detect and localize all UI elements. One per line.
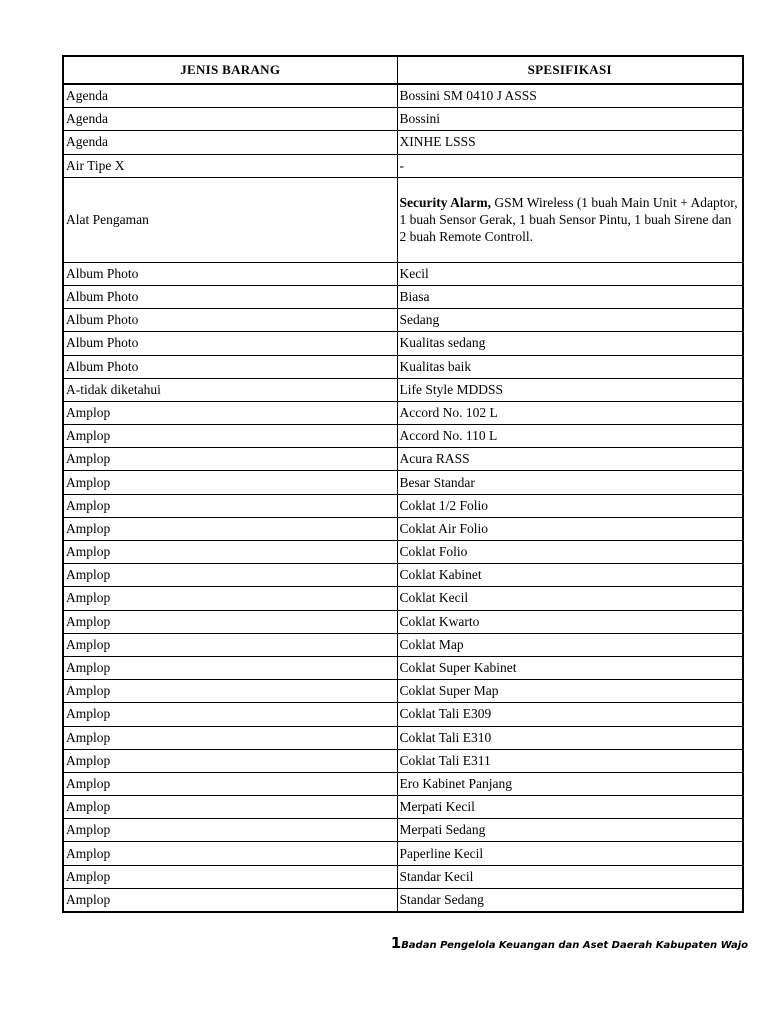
cell-jenis-barang: Amplop [63, 541, 397, 564]
cell-spesifikasi: Ero Kabinet Panjang [397, 772, 743, 795]
cell-spesifikasi: Coklat Tali E310 [397, 726, 743, 749]
cell-jenis-barang: Amplop [63, 680, 397, 703]
cell-jenis-barang: Amplop [63, 656, 397, 679]
table-row [63, 680, 743, 703]
table-row [63, 355, 743, 378]
table-row [63, 772, 743, 795]
cell-spesifikasi: Coklat Kecil [397, 587, 743, 610]
cell-jenis-barang: Album Photo [63, 332, 397, 355]
cell-jenis-barang: Agenda [63, 131, 397, 154]
table-row [63, 541, 743, 564]
cell-spesifikasi: Sedang [397, 309, 743, 332]
cell-spesifikasi: Coklat Folio [397, 541, 743, 564]
cell-jenis-barang: A-tidak diketahui [63, 378, 397, 401]
cell-jenis-barang: Amplop [63, 796, 397, 819]
cell-spesifikasi: Biasa [397, 285, 743, 308]
cell-jenis-barang: Album Photo [63, 285, 397, 308]
cell-spesifikasi: Coklat Super Kabinet [397, 656, 743, 679]
spec-bold-label: Security Alarm, [399, 195, 491, 211]
table-row [63, 131, 743, 154]
table-row [63, 154, 743, 177]
table-row [63, 378, 743, 401]
table-row [63, 401, 743, 424]
cell-spesifikasi: Bossini SM 0410 J ASSS [397, 84, 743, 108]
cell-spesifikasi: - [397, 154, 743, 177]
cell-spesifikasi: Standar Sedang [397, 888, 743, 912]
cell-spesifikasi: Kualitas baik [397, 355, 743, 378]
cell-jenis-barang: Amplop [63, 842, 397, 865]
table-row [63, 262, 743, 285]
cell-jenis-barang: Amplop [63, 564, 397, 587]
footer-agency-name: Badan Pengelola Keuangan dan Aset Daerah Kabupaten Wajo [401, 940, 748, 951]
table-row [63, 888, 743, 912]
table-row [63, 471, 743, 494]
cell-jenis-barang: Amplop [63, 401, 397, 424]
table-header-row [63, 56, 743, 84]
cell-jenis-barang: Album Photo [63, 309, 397, 332]
cell-jenis-barang: Amplop [63, 448, 397, 471]
cell-jenis-barang: Amplop [63, 587, 397, 610]
table-row [63, 448, 743, 471]
table-row [63, 842, 743, 865]
cell-spesifikasi: Merpati Sedang [397, 819, 743, 842]
cell-jenis-barang: Amplop [63, 703, 397, 726]
cell-jenis-barang: Album Photo [63, 262, 397, 285]
header-jenis-barang: JENIS BARANG [63, 56, 397, 84]
cell-jenis-barang: Amplop [63, 749, 397, 772]
cell-spesifikasi: Coklat Kwarto [397, 610, 743, 633]
table-row [63, 703, 743, 726]
cell-spesifikasi: Kualitas sedang [397, 332, 743, 355]
cell-spesifikasi: Coklat Map [397, 633, 743, 656]
cell-jenis-barang: Amplop [63, 726, 397, 749]
cell-spesifikasi: Accord No. 110 L [397, 425, 743, 448]
page-number: 1 [390, 934, 402, 952]
cell-spesifikasi: Merpati Kecil [397, 796, 743, 819]
cell-spesifikasi: Coklat Kabinet [397, 564, 743, 587]
cell-spesifikasi: Kecil [397, 262, 743, 285]
table-row [63, 610, 743, 633]
table-row [63, 819, 743, 842]
table-row [63, 587, 743, 610]
cell-spesifikasi: Life Style MDDSS [397, 378, 743, 401]
cell-spesifikasi: Besar Standar [397, 471, 743, 494]
table-row [63, 796, 743, 819]
cell-spesifikasi: Paperline Kecil [397, 842, 743, 865]
cell-jenis-barang: Amplop [63, 471, 397, 494]
cell-jenis-barang: Amplop [63, 865, 397, 888]
cell-jenis-barang: Amplop [63, 494, 397, 517]
cell-spesifikasi: Coklat Air Folio [397, 517, 743, 540]
cell-spesifikasi: Coklat 1/2 Folio [397, 494, 743, 517]
cell-spesifikasi: Standar Kecil [397, 865, 743, 888]
cell-jenis-barang: Album Photo [63, 355, 397, 378]
page-footer [391, 934, 748, 952]
cell-jenis-barang: Amplop [63, 888, 397, 912]
table-row [63, 177, 743, 262]
table-row [63, 564, 743, 587]
table-row [63, 309, 743, 332]
cell-jenis-barang: Amplop [63, 517, 397, 540]
cell-spesifikasi: Bossini [397, 108, 743, 131]
cell-jenis-barang: Amplop [63, 633, 397, 656]
cell-jenis-barang: Agenda [63, 84, 397, 108]
cell-jenis-barang: Amplop [63, 819, 397, 842]
cell-spesifikasi: Coklat Super Map [397, 680, 743, 703]
cell-spesifikasi [397, 177, 743, 262]
cell-jenis-barang: Amplop [63, 610, 397, 633]
cell-spesifikasi: Coklat Tali E311 [397, 749, 743, 772]
cell-spesifikasi: Acura RASS [397, 448, 743, 471]
cell-spesifikasi: XINHE LSSS [397, 131, 743, 154]
table-row [63, 84, 743, 108]
table-row [63, 285, 743, 308]
table-row [63, 726, 743, 749]
table-row [63, 656, 743, 679]
cell-spesifikasi: Accord No. 102 L [397, 401, 743, 424]
table-row [63, 332, 743, 355]
cell-jenis-barang: Alat Pengaman [63, 177, 397, 262]
table-row [63, 749, 743, 772]
cell-spesifikasi: Coklat Tali E309 [397, 703, 743, 726]
table-row [63, 425, 743, 448]
cell-jenis-barang: Air Tipe X [63, 154, 397, 177]
cell-jenis-barang: Amplop [63, 425, 397, 448]
table-row [63, 633, 743, 656]
cell-jenis-barang: Agenda [63, 108, 397, 131]
table-row [63, 517, 743, 540]
item-specification-table [62, 55, 744, 913]
table-row [63, 865, 743, 888]
spec-text: GSM Wireless (1 buah Main Unit + Adaptor, 1 buah Sensor Gerak, 1 buah Sensor Pintu, 1 buah Sirene dan 2 buah Remote Controll. [399, 195, 738, 245]
table-row [63, 494, 743, 517]
table-row [63, 108, 743, 131]
header-spesifikasi: SPESIFIKASI [397, 56, 743, 84]
cell-jenis-barang: Amplop [63, 772, 397, 795]
